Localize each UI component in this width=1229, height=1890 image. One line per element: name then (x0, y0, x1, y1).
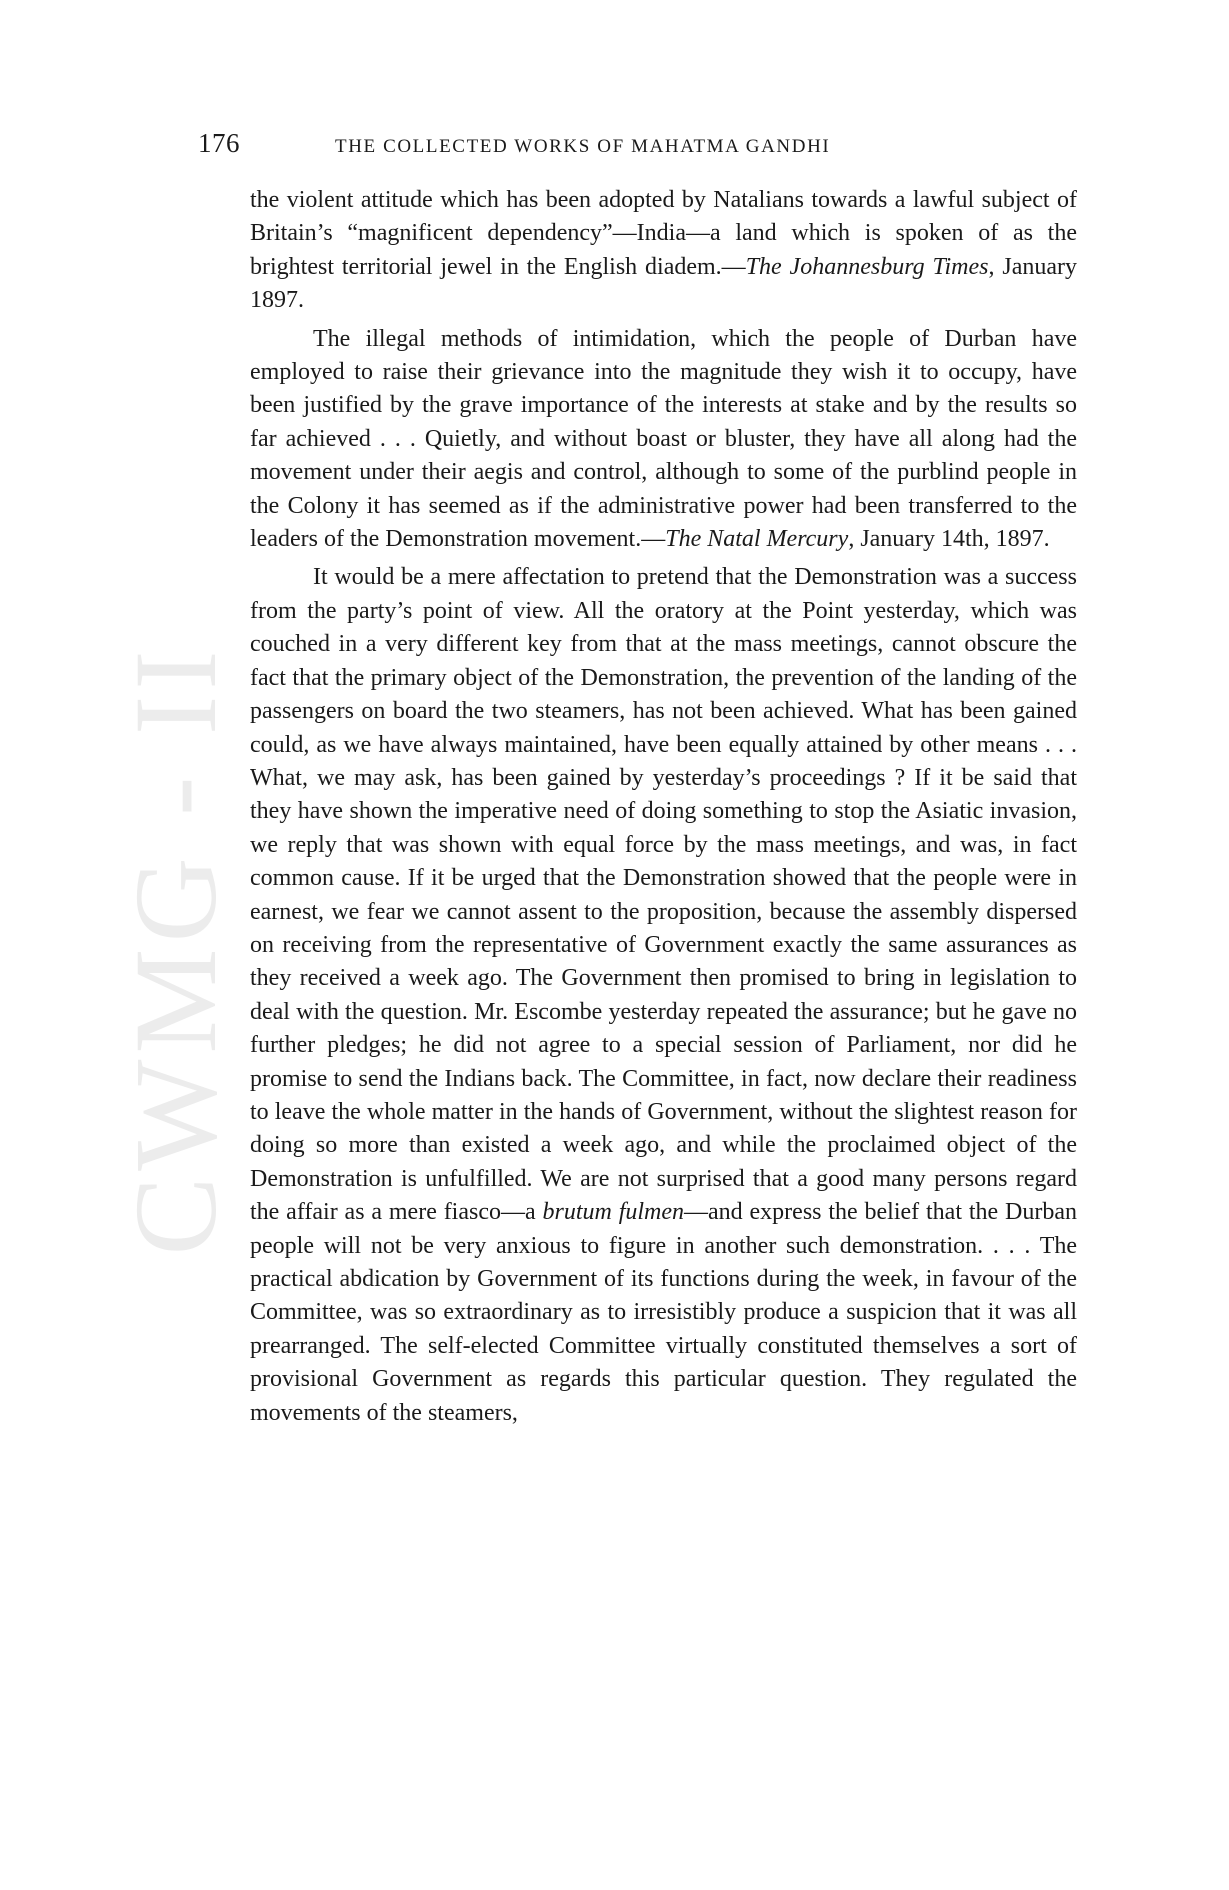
body-text (250, 184, 1077, 1430)
paragraph-text-continued: —and express the belief that the Durban people will not be very anxious to figure in another such demonstration. . . . The practical abdication by Government of its functions during the week, in favour of the Committee, was so extraordinary as to irresistibly produce a suspicion that it was all prearranged. The self-elected Committee virtually constituted themselves a sort of provisional Government as regards this particular question. They regulated the movements of the steamers, (250, 1199, 1077, 1426)
page-number: 176 (198, 128, 240, 158)
paragraph-text: The illegal methods of intimidation, which the people of Durban have employed to raise their grievance into the magnitude they wish it to occupy, have been justified by the grave importance of the interests at stake and by the results so far achieved . . . Quietly, and without boast or bluster, they have all along had the movement under their aegis and control, although to some of the purblind people in the Colony it has seemed as if the administrative power had been transferred to the leaders of the Demonstration movement.— (250, 325, 1077, 553)
cwmg-watermark (110, 580, 241, 1320)
watermark-text: CWMG - II (110, 644, 241, 1256)
source-date: , January 1897. (250, 253, 1078, 314)
paragraph-johannesburg-times (250, 184, 1077, 318)
latin-phrase: brutum fulmen (542, 1199, 685, 1226)
paragraph-demonstration (250, 561, 1077, 1430)
source-title: The Natal Mercury (665, 526, 849, 553)
source-title: The Johannesburg Times (745, 253, 989, 280)
paragraph-text: the violent attitude which has been adopted by Natalians towards a lawful subject of Britain’s “magnificent dependency”—India—a land which is spoken of as the brightest territorial jewel in the English diadem.— (250, 187, 1077, 280)
running-head: THE COLLECTED WORKS OF MAHATMA GANDHI (335, 136, 831, 157)
paragraph-natal-mercury (250, 323, 1077, 557)
source-date: , January 14th, 1897. (848, 526, 1050, 553)
paragraph-text: It would be a mere affectation to pretend that the Demonstration was a success from the party’s point of view. All the oratory at the Point yesterday, which was couched in a very different key from that at the mass meetings, cannot obscure the fact that the primary object of the Demonstration, the prevention of the landing of the passengers on board the two steamers, has not been achieved. What has been gained could, as we have always maintained, have been equally attained by other means . . . What, we may ask, has been gained by yesterday’s proceedings ? If it be said that they have shown the imperative need of doing something to stop the Asiatic invasion, we reply that was shown with equal force by the mass meetings, and was, in fact common cause. If it be urged that the Demonstration showed that the people were in earnest, we fear we cannot assent to the proposition, because the assembly dispersed on receiving from the representative of Government exactly the same assurances as they received a week ago. The Government then promised to bring in legislation to deal with the question. Mr. Escombe yesterday repeated the assurance; but he gave no further pledges; he did not agree to a special session of Parliament, nor did he promise to send the Indians back. The Committee, in fact, now declare their readiness to leave the whole matter in the hands of Government, without the slightest reason for doing so more than existed a week ago, and while the proclaimed object of the Demonstration is unfulfilled. We are not surprised that a good many persons regard the affair as a mere fiasco—a (250, 564, 1077, 1226)
